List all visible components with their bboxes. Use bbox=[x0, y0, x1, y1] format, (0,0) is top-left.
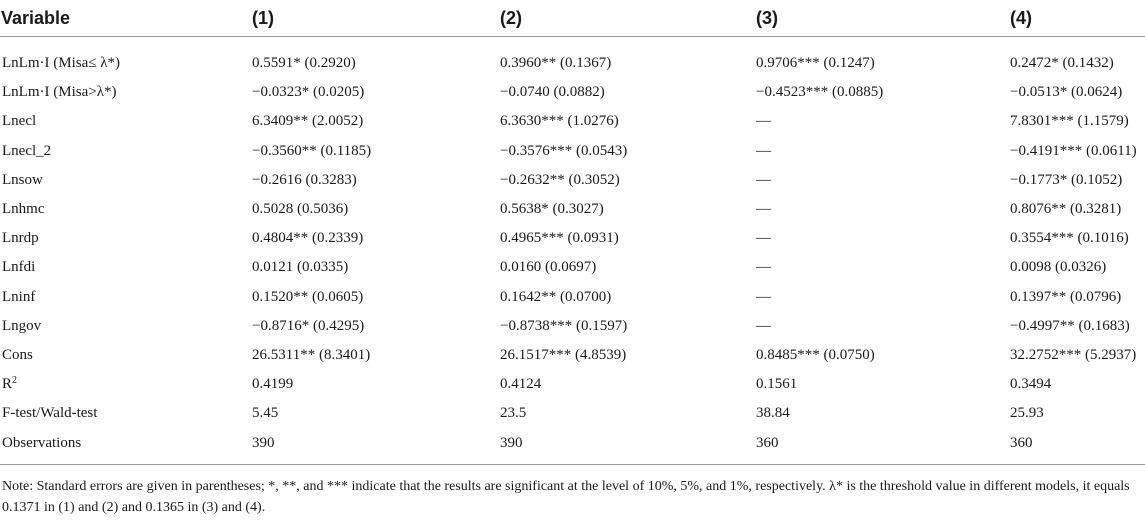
table-row bbox=[0, 195, 1145, 224]
cell-model-2: 0.4965*** (0.0931) bbox=[500, 230, 619, 247]
cell-model-4: 0.3554*** (0.1016) bbox=[1010, 230, 1129, 247]
cell-model-3: — bbox=[756, 201, 771, 218]
cell-model-4: 0.1397** (0.0796) bbox=[1010, 288, 1122, 305]
table-row bbox=[0, 370, 1145, 399]
cell-model-4: −0.4997** (0.1683) bbox=[1010, 317, 1130, 334]
cell-model-3: 360 bbox=[756, 434, 779, 451]
cell-model-2: 23.5 bbox=[500, 405, 527, 422]
table-row bbox=[0, 341, 1145, 370]
header-model-3: (3) bbox=[756, 7, 778, 28]
header-variable: Variable bbox=[1, 7, 71, 28]
cell-model-4: −0.4191*** (0.0611) bbox=[1010, 142, 1137, 159]
table-row bbox=[0, 224, 1145, 253]
cell-model-1: 0.0121 (0.0335) bbox=[252, 259, 349, 276]
row-label: LnLm·I (Misa>λ*) bbox=[2, 84, 117, 101]
cell-model-4: −0.0513* (0.0624) bbox=[1010, 84, 1123, 101]
table-row bbox=[0, 399, 1145, 428]
cell-model-3: 0.8485*** (0.0750) bbox=[756, 346, 875, 363]
cell-model-2: 0.4124 bbox=[500, 376, 542, 393]
table-note: Note: Standard errors are given in parentheses; *, **, and *** indicate that the results are significant at the level of 10%, 5%, and 1%, respectively. λ* is the threshold value in different models, it equals 0.1371 in (1) and (2) and 0.1365 in (3) and (4). bbox=[2, 479, 1130, 515]
cell-model-1: −0.3560** (0.1185) bbox=[252, 142, 372, 159]
row-label: Lnecl_2 bbox=[2, 142, 52, 159]
row-label: Cons bbox=[2, 346, 33, 363]
row-label: Lnfdi bbox=[2, 259, 36, 276]
cell-model-3: 0.1561 bbox=[756, 376, 798, 393]
cell-model-1: 0.5028 (0.5036) bbox=[252, 201, 349, 218]
cell-model-4: 0.0098 (0.0326) bbox=[1010, 259, 1107, 276]
cell-model-2: −0.3576*** (0.0543) bbox=[500, 142, 628, 159]
table-body bbox=[0, 37, 1145, 465]
cell-model-1: 0.4804** (0.2339) bbox=[252, 230, 364, 247]
cell-model-3: −0.4523*** (0.0885) bbox=[756, 84, 884, 101]
cell-model-1: 390 bbox=[252, 434, 275, 451]
row-label bbox=[0, 376, 252, 393]
row-label: LnLm·I (Misa≤ λ*) bbox=[2, 55, 120, 72]
row-label-text: R bbox=[2, 376, 13, 393]
table-row bbox=[0, 166, 1145, 195]
cell-model-3: — bbox=[756, 113, 771, 130]
cell-model-3: 38.84 bbox=[756, 405, 790, 422]
row-label: F-test/Wald-test bbox=[2, 405, 98, 422]
cell-model-1: 26.5311** (8.3401) bbox=[252, 346, 371, 363]
table-row bbox=[0, 428, 1145, 457]
header-model-2: (2) bbox=[500, 7, 522, 28]
cell-model-3: 0.9706*** (0.1247) bbox=[756, 55, 875, 72]
cell-model-1: −0.8716* (0.4295) bbox=[252, 317, 365, 334]
cell-model-2: 6.3630*** (1.0276) bbox=[500, 113, 619, 130]
cell-model-1: 0.5591* (0.2920) bbox=[252, 55, 356, 72]
table-header-row bbox=[0, 0, 1145, 37]
cell-model-3: — bbox=[756, 288, 771, 305]
cell-model-3: — bbox=[756, 171, 771, 188]
row-label: Lnhmc bbox=[2, 201, 45, 218]
cell-model-1: 0.1520** (0.0605) bbox=[252, 288, 364, 305]
cell-model-3: — bbox=[756, 142, 771, 159]
cell-model-2: −0.2632** (0.3052) bbox=[500, 171, 620, 188]
table-row bbox=[0, 137, 1145, 166]
row-label: Lninf bbox=[2, 288, 36, 305]
header-model-1: (1) bbox=[252, 7, 274, 28]
cell-model-4: 25.93 bbox=[1010, 405, 1044, 422]
row-label-superscript: 2 bbox=[12, 375, 18, 387]
cell-model-2: 0.0160 (0.0697) bbox=[500, 259, 597, 276]
table-row bbox=[0, 78, 1145, 107]
cell-model-4: 7.8301*** (1.1579) bbox=[1010, 113, 1129, 130]
row-label: Lnsow bbox=[2, 171, 43, 188]
table-row bbox=[0, 283, 1145, 312]
cell-model-2: 390 bbox=[500, 434, 523, 451]
cell-model-1: 5.45 bbox=[252, 405, 279, 422]
cell-model-3: — bbox=[756, 259, 771, 276]
cell-model-4: −0.1773* (0.1052) bbox=[1010, 171, 1123, 188]
cell-model-1: 0.4199 bbox=[252, 376, 294, 393]
row-label: Observations bbox=[2, 434, 82, 451]
row-label: Lnrdp bbox=[2, 230, 39, 247]
cell-model-3: — bbox=[756, 230, 771, 247]
table-row bbox=[0, 312, 1145, 341]
cell-model-1: −0.0323* (0.0205) bbox=[252, 84, 365, 101]
cell-model-4: 360 bbox=[1010, 434, 1033, 451]
table-row bbox=[0, 253, 1145, 282]
cell-model-2: 0.3960** (0.1367) bbox=[500, 55, 612, 72]
cell-model-4: 0.8076** (0.3281) bbox=[1010, 201, 1122, 218]
cell-model-4: 32.2752*** (5.2937) bbox=[1010, 346, 1137, 363]
header-model-4: (4) bbox=[1010, 7, 1032, 28]
cell-model-4: 0.3494 bbox=[1010, 376, 1052, 393]
cell-model-2: −0.8738*** (0.1597) bbox=[500, 317, 628, 334]
cell-model-3: — bbox=[756, 317, 771, 334]
row-label: Lnecl bbox=[2, 113, 37, 130]
cell-model-1: 6.3409** (2.0052) bbox=[252, 113, 364, 130]
table-row bbox=[0, 49, 1145, 78]
cell-model-2: 0.1642** (0.0700) bbox=[500, 288, 612, 305]
cell-model-2: 26.1517*** (4.8539) bbox=[500, 346, 627, 363]
table-row bbox=[0, 107, 1145, 136]
cell-model-4: 0.2472* (0.1432) bbox=[1010, 55, 1114, 72]
cell-model-2: −0.0740 (0.0882) bbox=[500, 84, 605, 101]
cell-model-1: −0.2616 (0.3283) bbox=[252, 171, 357, 188]
cell-model-2: 0.5638* (0.3027) bbox=[500, 201, 604, 218]
row-label: Lngov bbox=[2, 317, 42, 334]
